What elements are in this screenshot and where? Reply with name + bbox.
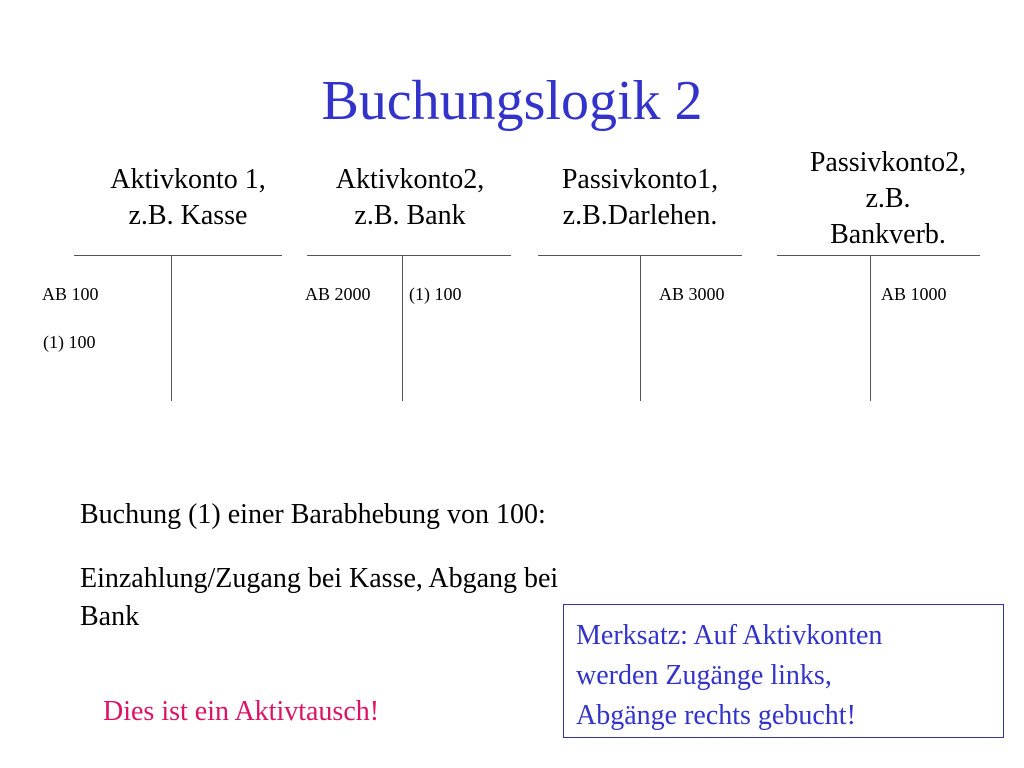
merksatz-line: Abgänge rechts gebucht!	[576, 700, 856, 731]
aktivtausch-note: Dies ist ein Aktivtausch!	[103, 696, 380, 727]
booking-description	[80, 496, 546, 534]
credit-entry: AB 3000	[659, 284, 725, 304]
merksatz-box	[563, 604, 1004, 738]
debit-entry: (1) 100	[43, 332, 96, 352]
account-header-line: Passivkonto1,	[561, 164, 719, 195]
account-header-kasse	[68, 162, 308, 234]
t-account-divider	[402, 255, 403, 401]
t-account-divider	[171, 255, 172, 401]
booking-line: Buchung (1) einer Barabhebung von 100:	[80, 499, 546, 530]
account-header-line: Passivkonto2,	[809, 147, 967, 178]
slide-title: Buchungslogik 2	[321, 70, 703, 132]
debit-entry: AB 100	[42, 284, 99, 304]
account-header-bankverb	[768, 145, 1008, 253]
account-header-line: Bankverb.	[830, 219, 946, 250]
t-account-divider	[640, 255, 641, 401]
t-account-top-line	[777, 255, 980, 256]
account-header-line: z.B.Darlehen.	[562, 200, 718, 231]
account-header-line: z.B. Kasse	[128, 200, 248, 231]
booking-line: Bank	[80, 601, 140, 632]
credit-entry: (1) 100	[409, 284, 462, 304]
t-account-top-line	[74, 255, 282, 256]
merksatz-line: werden Zugänge links,	[576, 660, 832, 691]
debit-entry: AB 2000	[305, 284, 371, 304]
booking-line: Einzahlung/Zugang bei Kasse, Abgang bei	[80, 563, 559, 594]
account-header-line: Aktivkonto2,	[335, 164, 485, 195]
booking-explanation	[80, 560, 558, 636]
account-header-line: z.B. Bank	[354, 200, 466, 231]
t-account-divider	[870, 255, 871, 401]
credit-entry: AB 1000	[881, 284, 947, 304]
merksatz-line: Merksatz: Auf Aktivkonten	[576, 620, 883, 651]
account-header-line: Aktivkonto 1,	[110, 164, 266, 195]
t-account-top-line	[307, 255, 511, 256]
account-header-darlehen	[520, 162, 760, 234]
account-header-line: z.B.	[865, 183, 911, 214]
account-header-bank	[290, 162, 530, 234]
